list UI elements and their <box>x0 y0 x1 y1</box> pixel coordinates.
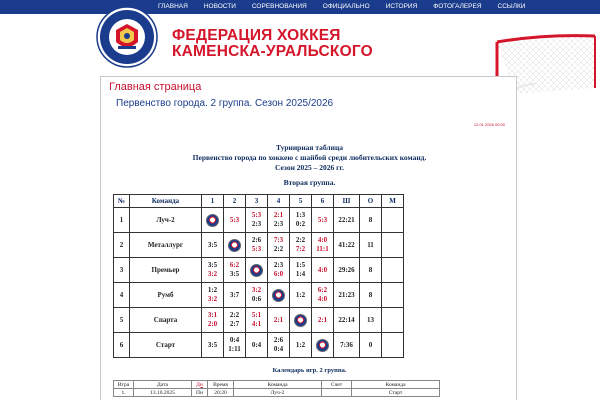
team-rank: 3 <box>114 258 130 283</box>
main-panel <box>100 76 517 400</box>
doc-title-season: Сезон 2025 – 2026 гг. <box>275 163 344 172</box>
team-name[interactable]: Спарта <box>130 308 202 333</box>
match-score: 2:1 <box>273 315 284 324</box>
team-goals: 41:22 <box>334 233 360 258</box>
match-cell <box>268 233 290 258</box>
federation-logo-icon[interactable] <box>96 6 158 68</box>
nav-menu <box>150 0 533 14</box>
match-score: 7:2 <box>295 245 306 253</box>
match-score: 3:5 <box>207 261 218 269</box>
table-row <box>114 308 404 333</box>
federation-emblem-icon <box>294 314 307 327</box>
match-cell <box>246 308 268 333</box>
match-score: 3:2 <box>207 295 218 303</box>
match-cell <box>202 308 224 333</box>
match-cell <box>246 333 268 358</box>
doc-title: Турнирная таблица <box>275 143 344 152</box>
brand-title <box>172 28 373 60</box>
calendar-header-cell: Команда <box>352 381 440 389</box>
standings-header-cell: № <box>114 195 130 208</box>
group-title: Вторая группа. <box>283 178 336 187</box>
match-score: 6:2 <box>317 286 328 294</box>
timestamp: 12.01.2026 00:00 <box>473 122 505 127</box>
match-cell <box>268 308 290 333</box>
match-score: 2:3 <box>273 220 284 228</box>
match-cell <box>312 308 334 333</box>
nav-item-6[interactable]: ФОТОГАЛЕРЕЯ <box>433 3 482 10</box>
match-cell <box>224 208 246 233</box>
match-score: 2:6 <box>251 236 262 244</box>
match-cell <box>268 208 290 233</box>
match-score: 3:5 <box>229 270 240 278</box>
nav-item-2[interactable]: НОВОСТИ <box>203 3 236 10</box>
team-rank: 6 <box>114 333 130 358</box>
match-cell <box>224 308 246 333</box>
match-cell <box>202 208 224 233</box>
match-cell <box>224 258 246 283</box>
breadcrumb[interactable]: Главная страница <box>109 81 202 93</box>
match-score: 0:2 <box>295 220 306 228</box>
team-place <box>382 258 404 283</box>
team-goals: 7:36 <box>334 333 360 358</box>
match-cell <box>246 283 268 308</box>
match-score: 5:3 <box>251 245 262 253</box>
nav-item-1[interactable]: ГЛАВНАЯ <box>158 3 188 10</box>
match-score: 3:2 <box>251 286 262 294</box>
match-score: 5:3 <box>229 215 240 224</box>
match-cell <box>312 333 334 358</box>
match-cell <box>268 283 290 308</box>
match-cell <box>202 258 224 283</box>
calendar-header-cell: Время <box>208 381 234 389</box>
team-goals: 21:23 <box>334 283 360 308</box>
doc-title-championship: Первенство города по хоккею с шайбой среди любительских команд. <box>192 153 427 162</box>
table-row <box>114 283 404 308</box>
table-row <box>114 208 404 233</box>
match-cell <box>312 258 334 283</box>
team-rank: 1 <box>114 208 130 233</box>
team-goals: 22:14 <box>334 308 360 333</box>
calendar-title: Календарь игр. 2 группа. <box>272 367 347 374</box>
nav-item-5[interactable]: ИСТОРИЯ <box>385 3 418 10</box>
brand-line-1: ФЕДЕРАЦИЯ ХОККЕЯ <box>172 27 341 44</box>
calendar-cell: Старт <box>352 389 440 397</box>
match-score: 2:3 <box>251 220 262 228</box>
match-score: 0:4 <box>273 345 284 353</box>
nav-item-3[interactable]: СОРЕВНОВАНИЯ <box>251 3 307 10</box>
calendar-header-cell[interactable]: Дн <box>192 381 208 389</box>
team-rank: 5 <box>114 308 130 333</box>
standings-header-cell: 6 <box>312 195 334 208</box>
standings-header-cell: М <box>382 195 404 208</box>
match-score: 3:2 <box>207 270 218 278</box>
match-score: 0:6 <box>251 295 262 303</box>
table-row <box>114 233 404 258</box>
standings-header-cell: Команда <box>130 195 202 208</box>
calendar-header-cell: Дата <box>134 381 192 389</box>
top-nav <box>0 0 600 14</box>
standings-header-cell: Ш <box>334 195 360 208</box>
team-points: 13 <box>360 308 382 333</box>
match-score: 7:3 <box>273 236 284 244</box>
team-place <box>382 233 404 258</box>
match-score: 1:4 <box>295 270 306 278</box>
federation-emblem-icon <box>316 339 329 352</box>
match-cell <box>290 208 312 233</box>
match-cell <box>246 258 268 283</box>
match-score: 6:2 <box>229 261 240 269</box>
match-cell <box>290 308 312 333</box>
team-name[interactable]: Металлург <box>130 233 202 258</box>
match-score: 1:3 <box>295 211 306 219</box>
match-score: 2:2 <box>295 236 306 244</box>
standings-header-cell: 1 <box>202 195 224 208</box>
team-name[interactable]: Премьер <box>130 258 202 283</box>
match-score: 2:7 <box>229 320 240 328</box>
team-goals: 22:21 <box>334 208 360 233</box>
team-name[interactable]: Старт <box>130 333 202 358</box>
federation-emblem-icon <box>206 214 219 227</box>
match-cell <box>268 333 290 358</box>
team-points: 8 <box>360 283 382 308</box>
match-score: 5:3 <box>317 215 328 224</box>
team-goals: 29:26 <box>334 258 360 283</box>
calendar-header-cell: Игра <box>114 381 134 389</box>
match-score: 2:2 <box>273 245 284 253</box>
calendar-cell: 20:20 <box>208 389 234 397</box>
match-score: 1:11 <box>228 345 241 353</box>
match-score: 0:4 <box>251 340 262 349</box>
standings-header-cell: О <box>360 195 382 208</box>
match-score: 1:2 <box>207 286 218 294</box>
match-score: 4:0 <box>317 295 328 303</box>
federation-emblem-icon <box>250 264 263 277</box>
calendar-cell: Пн <box>192 389 208 397</box>
team-points: 8 <box>360 258 382 283</box>
match-cell <box>312 233 334 258</box>
calendar-table <box>113 380 440 397</box>
match-cell <box>224 333 246 358</box>
team-name[interactable]: Луч-2 <box>130 208 202 233</box>
team-place <box>382 208 404 233</box>
match-score: 3:5 <box>207 240 218 249</box>
match-cell <box>202 333 224 358</box>
team-rank: 4 <box>114 283 130 308</box>
match-score: 2:2 <box>229 311 240 319</box>
calendar-header-cell: Команда <box>234 381 322 389</box>
federation-emblem-icon <box>228 239 241 252</box>
match-score: 5:1 <box>251 311 262 319</box>
match-score: 3:7 <box>229 290 240 299</box>
standings-table <box>113 194 404 358</box>
match-score: 2:0 <box>207 320 218 328</box>
team-place <box>382 308 404 333</box>
match-score: 4:1 <box>251 320 262 328</box>
team-place <box>382 333 404 358</box>
match-cell <box>290 283 312 308</box>
team-name[interactable]: Румб <box>130 283 202 308</box>
match-score: 2:1 <box>317 315 328 324</box>
standings-header-cell: 5 <box>290 195 312 208</box>
standings-header-cell: 2 <box>224 195 246 208</box>
standings-header-cell: 4 <box>268 195 290 208</box>
match-cell <box>312 208 334 233</box>
match-cell <box>224 283 246 308</box>
match-score: 2:1 <box>273 211 284 219</box>
match-cell <box>290 258 312 283</box>
match-cell <box>290 233 312 258</box>
match-score: 1:2 <box>295 290 306 299</box>
table-row <box>114 258 404 283</box>
match-score: 4:0 <box>317 236 328 244</box>
match-cell <box>246 233 268 258</box>
table-row <box>114 333 404 358</box>
standings-header-cell: 3 <box>246 195 268 208</box>
team-points: 11 <box>360 233 382 258</box>
match-score: 1:2 <box>295 340 306 349</box>
match-cell <box>202 233 224 258</box>
calendar-cell: 1. <box>114 389 134 397</box>
calendar-cell: Луч-2 <box>234 389 322 397</box>
match-score: 2:6 <box>273 336 284 344</box>
team-rank: 2 <box>114 233 130 258</box>
calendar-row <box>114 389 440 397</box>
team-points: 0 <box>360 333 382 358</box>
team-points: 8 <box>360 208 382 233</box>
match-cell <box>246 208 268 233</box>
nav-item-7[interactable]: ССЫЛКИ <box>497 3 526 10</box>
match-score: 6:0 <box>273 270 284 278</box>
match-cell <box>202 283 224 308</box>
match-score: 0:4 <box>229 336 240 344</box>
match-score: 11:1 <box>316 245 329 253</box>
federation-emblem-icon <box>272 289 285 302</box>
match-score: 4:0 <box>317 265 328 274</box>
brand-line-2: КАМЕНСКА-УРАЛЬСКОГО <box>172 43 373 60</box>
match-score: 3:5 <box>207 340 218 349</box>
match-score: 2:3 <box>273 261 284 269</box>
match-score: 5:3 <box>251 211 262 219</box>
page-title: Первенство города. 2 группа. Сезон 2025/2026 <box>116 98 334 109</box>
match-score: 1:5 <box>295 261 306 269</box>
calendar-cell <box>322 389 352 397</box>
calendar-header-cell: Счет <box>322 381 352 389</box>
match-cell <box>312 283 334 308</box>
team-place <box>382 283 404 308</box>
match-cell <box>290 333 312 358</box>
match-cell <box>224 233 246 258</box>
match-score: 3:1 <box>207 311 218 319</box>
calendar-cell: 13.10.2025 <box>134 389 192 397</box>
nav-item-4[interactable]: ОФИЦИАЛЬНО <box>322 3 370 10</box>
match-cell <box>268 258 290 283</box>
